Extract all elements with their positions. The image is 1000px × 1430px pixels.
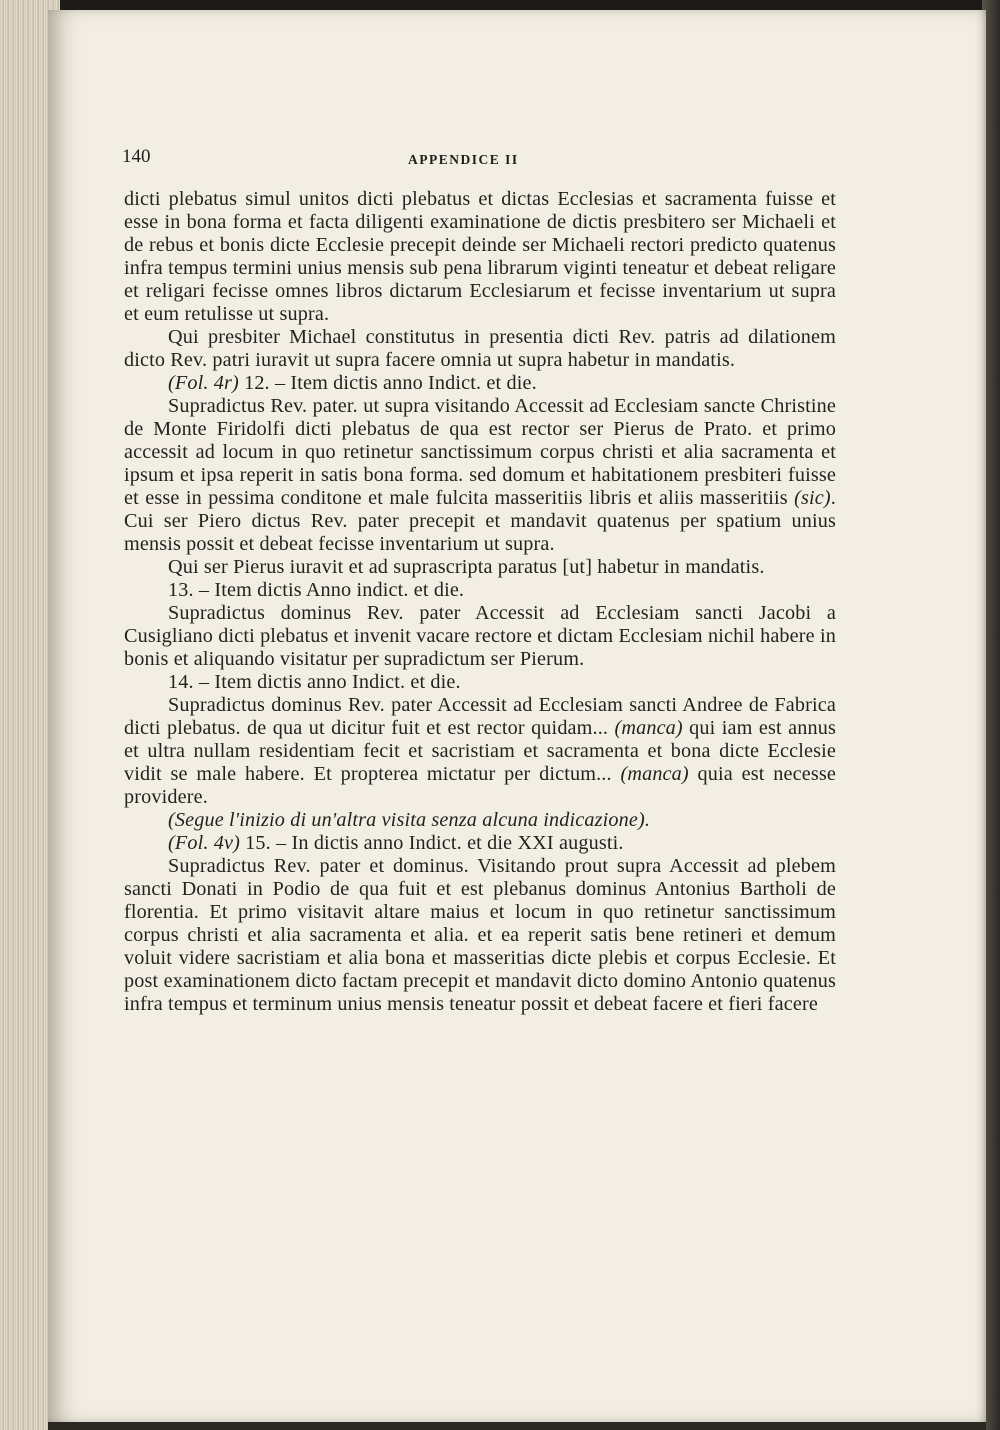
paragraph: Qui presbiter Michael constitutus in presentia dicti Rev. patris ad dilationem dicto Rev. patri iuravit ut supra facere omnia ut supra habetur in mandatis. <box>124 326 836 371</box>
paragraph: dicti plebatus simul unitos dicti plebatus et dictas Ecclesias et sacramenta fuisse et esse in bona forma et facta diligenti examinatione de dictis presbitero ser Michaeli et de rebus et bonis dicte Ecclesie precepit deinde ser Michaeli rectori predicto quatenus infra tempus termini unius mensis sub pena librarum viginti teneatur et debeat religare et religari fecisse omnes libros dictarum Ecclesiarum et fecisse inventarium ut supra et eum retulisse ut supra. <box>124 188 836 325</box>
paragraph: Supradictus dominus Rev. pater Accessit ad Ecclesiam sancti Andree de Fabrica dicti plebatus. de qua ut dicitur fuit et est rector quidam... (manca) qui iam est annus et ultra nullam residentiam fecit et sacristiam et sacramenta et bona dicte Ecclesie vidit se male habere. Et propterea mictatur per dictum... (manca) quia est necesse providere. <box>124 694 836 808</box>
editorial-note: (Segue l'inizio di un'altra visita senza alcuna indicazione). <box>168 809 651 831</box>
bottom-edge <box>48 1422 986 1430</box>
section-heading: 13. – Item dictis Anno indict. et die. <box>168 579 465 601</box>
running-title: APPENDICE II <box>408 152 519 167</box>
manca-note: (manca) <box>614 717 683 739</box>
manca-note: (manca) <box>620 763 689 785</box>
page-header <box>122 138 842 178</box>
folio-reference: (Fol. 4r) <box>168 372 239 394</box>
section-heading: 14. – Item dictis anno Indict. et die. <box>168 671 461 693</box>
paragraph: Supradictus Rev. pater. ut supra visitando Accessit ad Ecclesiam sancte Christine de Monte Firidolfi dicti plebatus de qua est rector ser Pierus de Prato. et primo accessit ad locum in quo retinetur sanctissimum corpus christi et alia sacramenta et ipsum et ipsa reperit in satis bona forma. sed domum et habitationem presbiteri fuisse et esse in pessima conditone et male fulcita masseritiis libris et aliis masseritiis (sic). Cui ser Piero dictus Rev. pater precepit et mandavit quatenus per spatium unius mensis possit et debeat fecisse inventarium ut supra. <box>124 395 836 555</box>
folio-reference: (Fol. 4v) <box>168 832 240 854</box>
page-number: 140 <box>122 146 151 167</box>
paragraph: Supradictus dominus Rev. pater Accessit ad Ecclesiam sancti Jacobi a Cusigliano dicti plebatus et invenit vacare rectore et dictam Ecclesiam nichil habere in bonis et aliquando visitatur per supradictum ser Pierum. <box>124 602 836 670</box>
sic-note: (sic) <box>794 487 831 509</box>
section-heading: (Fol. 4v) 15. – In dictis anno Indict. et die XXI augusti. <box>168 832 624 854</box>
paragraph: Supradictus Rev. pater et dominus. Visitando prout supra Accessit ad plebem sancti Donati in Podio de qua fuit et est plebanus dominus Antonius Bartholi de florentia. Et primo visitavit altare maius et locum in quo retinetur sanctissimum corpus christi et alia sacramenta et alia. et ea reperit satis bene retineri et demum voluit videre sacristiam et alia bona et masseritias dicte plebis et corpus Ecclesie. Et post examinationem dicto factam precepit et mandavit dicto domino Antonio quatenus infra tempus et terminum unius mensis teneatur possit et debeat facere et fieri facere <box>124 855 836 1015</box>
section-heading: (Fol. 4r) 12. – Item dictis anno Indict. et die. <box>168 372 537 394</box>
paragraph: Qui ser Pierus iuravit et ad suprascripta paratus [ut] habetur in mandatis. <box>168 556 765 578</box>
body-text <box>124 188 836 1016</box>
